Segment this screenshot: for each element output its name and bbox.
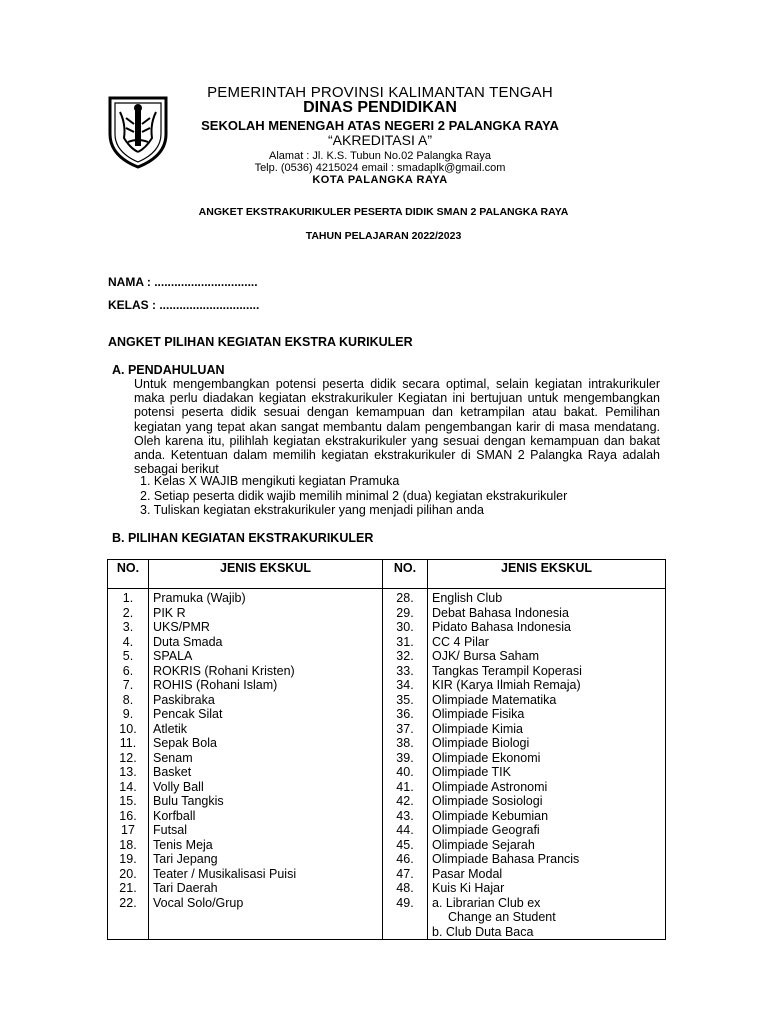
row-number: 20.	[108, 867, 149, 882]
activity-name	[428, 896, 666, 940]
row-number: 29.	[383, 606, 428, 621]
activity-name: Tangkas Terampil Koperasi	[428, 664, 666, 679]
row-number: 36.	[383, 707, 428, 722]
row-number: 17	[108, 823, 149, 838]
row-number: 9.	[108, 707, 149, 722]
activity-name: ROHIS (Rohani Islam)	[149, 678, 383, 693]
activity-name: Korfball	[149, 809, 383, 824]
table-row	[108, 649, 666, 664]
activity-name: Tari Daerah	[149, 881, 383, 896]
activity-name: Kuis Ki Hajar	[428, 881, 666, 896]
row-number: 4.	[108, 635, 149, 650]
row-number: 31.	[383, 635, 428, 650]
activity-name: PIK R	[149, 606, 383, 621]
row-number: 12.	[108, 751, 149, 766]
activity-name: KIR (Karya Ilmiah Remaja)	[428, 678, 666, 693]
table-row	[108, 620, 666, 635]
activity-name: Olimpiade Sosiologi	[428, 794, 666, 809]
school-crest-logo	[104, 94, 172, 170]
row-number: 45.	[383, 838, 428, 853]
activity-name: Tari Jepang	[149, 852, 383, 867]
row-number: 30.	[383, 620, 428, 635]
row-number: 46.	[383, 852, 428, 867]
header-accreditation: “AKREDITASI A”	[328, 132, 432, 148]
activity-name: Olimpiade Fisika	[428, 707, 666, 722]
activity-name: Olimpiade Matematika	[428, 693, 666, 708]
row-number: 43.	[383, 809, 428, 824]
activity-name: CC 4 Pilar	[428, 635, 666, 650]
activity-name: Futsal	[149, 823, 383, 838]
name-field: NAMA : ...............................	[108, 275, 258, 289]
row-number: 18.	[108, 838, 149, 853]
activity-name: SPALA	[149, 649, 383, 664]
introduction-paragraph: Untuk mengembangkan potensi peserta didik secara optimal, selain kegiatan intrakurikuler maka perlu diadakan kegiatan ekstrakurikuler Kegiatan ini bertujuan untuk mengembangkan potensi peserta didik sesuai dengan kemampuan dan ketrampilan atau bakat. Pemilihan kegiatan yang tepat akan sangat membantu dalam pengembangan karir di masa mendatang. Oleh karena itu, pilihlah kegiatan ekstrakurikuler yang sesuai dengan kemampuan dan bakat anda. Ketentuan dalam memilih kegiatan ekstrakurikuler di SMAN 2 Palangka Raya adalah sebagai berikut	[134, 377, 660, 477]
table-row	[108, 693, 666, 708]
activity-name: Pramuka (Wajib)	[149, 589, 383, 606]
table-header-row	[108, 560, 666, 589]
activity-name: UKS/PMR	[149, 620, 383, 635]
row-number: 37.	[383, 722, 428, 737]
extracurricular-table	[107, 559, 666, 940]
activity-name: Olimpiade Bahasa Prancis	[428, 852, 666, 867]
activity-name: Olimpiade TIK	[428, 765, 666, 780]
row-number: 14.	[108, 780, 149, 795]
row-number: 13.	[108, 765, 149, 780]
row-number: 1.	[108, 589, 149, 606]
activity-name: Pencak Silat	[149, 707, 383, 722]
row-number: 11.	[108, 736, 149, 751]
row-number: 38.	[383, 736, 428, 751]
row-number: 19.	[108, 852, 149, 867]
rule-item: 2. Setiap peserta didik wajib memilih minimal 2 (dua) kegiatan ekstrakurikuler	[140, 489, 568, 503]
row-number: 39.	[383, 751, 428, 766]
activity-name: Vocal Solo/Grup	[149, 896, 383, 940]
activity-name: Atletik	[149, 722, 383, 737]
row-number: 33.	[383, 664, 428, 679]
activity-name: Olimpiade Kimia	[428, 722, 666, 737]
row-number: 32.	[383, 649, 428, 664]
activity-name: Sepak Bola	[149, 736, 383, 751]
activity-name: Pasar Modal	[428, 867, 666, 882]
table-row	[108, 852, 666, 867]
column-header-no: NO.	[108, 560, 149, 589]
table-row	[108, 751, 666, 766]
activity-name: Basket	[149, 765, 383, 780]
table-row	[108, 896, 666, 940]
row-number: 22.	[108, 896, 149, 940]
academic-year: TAHUN PELAJARAN 2022/2023	[305, 230, 462, 242]
row-number: 48.	[383, 881, 428, 896]
activity-name: Bulu Tangkis	[149, 794, 383, 809]
rule-item: 1. Kelas X WAJIB mengikuti kegiatan Pramuka	[140, 474, 400, 488]
activity-name: English Club	[428, 589, 666, 606]
row-number: 42.	[383, 794, 428, 809]
row-number: 15.	[108, 794, 149, 809]
table-row	[108, 707, 666, 722]
activity-option-a: a. Librarian Club ex	[432, 895, 541, 910]
header-city: KOTA PALANGKA RAYA	[312, 174, 448, 186]
table-row	[108, 678, 666, 693]
row-number: 47.	[383, 867, 428, 882]
header-contact: Telp. (0536) 4215024 email : smadaplk@gmail.com	[254, 162, 506, 174]
row-number: 6.	[108, 664, 149, 679]
table-row	[108, 664, 666, 679]
activity-name: Pidato Bahasa Indonesia	[428, 620, 666, 635]
header-government: PEMERINTAH PROVINSI KALIMANTAN TENGAH	[207, 84, 553, 101]
activity-name: Paskibraka	[149, 693, 383, 708]
activity-name: Olimpiade Geografi	[428, 823, 666, 838]
table-row	[108, 794, 666, 809]
header-school-name: SEKOLAH MENENGAH ATAS NEGERI 2 PALANGKA RAYA	[201, 118, 559, 133]
table-row	[108, 809, 666, 824]
activity-name: Senam	[149, 751, 383, 766]
activity-name: ROKRIS (Rohani Kristen)	[149, 664, 383, 679]
activity-option-a-cont: Change an Student	[448, 910, 556, 924]
rule-item: 3. Tuliskan kegiatan ekstrakurikuler yang menjadi pilihan anda	[140, 503, 484, 517]
column-header-ekskul: JENIS EKSKUL	[428, 560, 666, 589]
row-number: 7.	[108, 678, 149, 693]
activity-name: Olimpiade Sejarah	[428, 838, 666, 853]
activity-name: Duta Smada	[149, 635, 383, 650]
row-number: 3.	[108, 620, 149, 635]
row-number: 49.	[383, 896, 428, 940]
table-row	[108, 823, 666, 838]
row-number: 28.	[383, 589, 428, 606]
row-number: 40.	[383, 765, 428, 780]
activity-name: Teater / Musikalisasi Puisi	[149, 867, 383, 882]
row-number: 10.	[108, 722, 149, 737]
activity-name: Olimpiade Biologi	[428, 736, 666, 751]
activity-name: Tenis Meja	[149, 838, 383, 853]
table-row	[108, 635, 666, 650]
table-row	[108, 736, 666, 751]
table-row	[108, 589, 666, 606]
activity-name: Olimpiade Astronomi	[428, 780, 666, 795]
section-a-heading: A. PENDAHULUAN	[112, 363, 225, 377]
activity-name: Debat Bahasa Indonesia	[428, 606, 666, 621]
row-number: 8.	[108, 693, 149, 708]
activity-name: Olimpiade Kebumian	[428, 809, 666, 824]
row-number: 41.	[383, 780, 428, 795]
activity-option-b: b. Club Duta Baca	[432, 924, 534, 939]
table-row	[108, 867, 666, 882]
row-number: 2.	[108, 606, 149, 621]
table-row	[108, 780, 666, 795]
header-department: DINAS PENDIDIKAN	[303, 99, 457, 116]
document-title: ANGKET EKSTRAKURIKULER PESERTA DIDIK SMAN 2 PALANGKA RAYA	[198, 206, 569, 218]
row-number: 44.	[383, 823, 428, 838]
column-header-ekskul: JENIS EKSKUL	[149, 560, 383, 589]
row-number: 16.	[108, 809, 149, 824]
section-b-heading: B. PILIHAN KEGIATAN EKSTRAKURIKULER	[112, 531, 374, 545]
activity-name: Olimpiade Ekonomi	[428, 751, 666, 766]
table-row	[108, 838, 666, 853]
row-number: 35.	[383, 693, 428, 708]
row-number: 5.	[108, 649, 149, 664]
table-row	[108, 765, 666, 780]
activity-name: OJK/ Bursa Saham	[428, 649, 666, 664]
column-header-no: NO.	[383, 560, 428, 589]
table-row	[108, 722, 666, 737]
row-number: 21.	[108, 881, 149, 896]
activity-name: Volly Ball	[149, 780, 383, 795]
header-address: Alamat : Jl. K.S. Tubun No.02 Palangka Raya	[269, 150, 491, 162]
table-row	[108, 881, 666, 896]
questionnaire-heading: ANGKET PILIHAN KEGIATAN EKSTRA KURIKULER	[108, 335, 413, 349]
class-field: KELAS : ..............................	[108, 298, 260, 312]
table-row	[108, 606, 666, 621]
row-number: 34.	[383, 678, 428, 693]
